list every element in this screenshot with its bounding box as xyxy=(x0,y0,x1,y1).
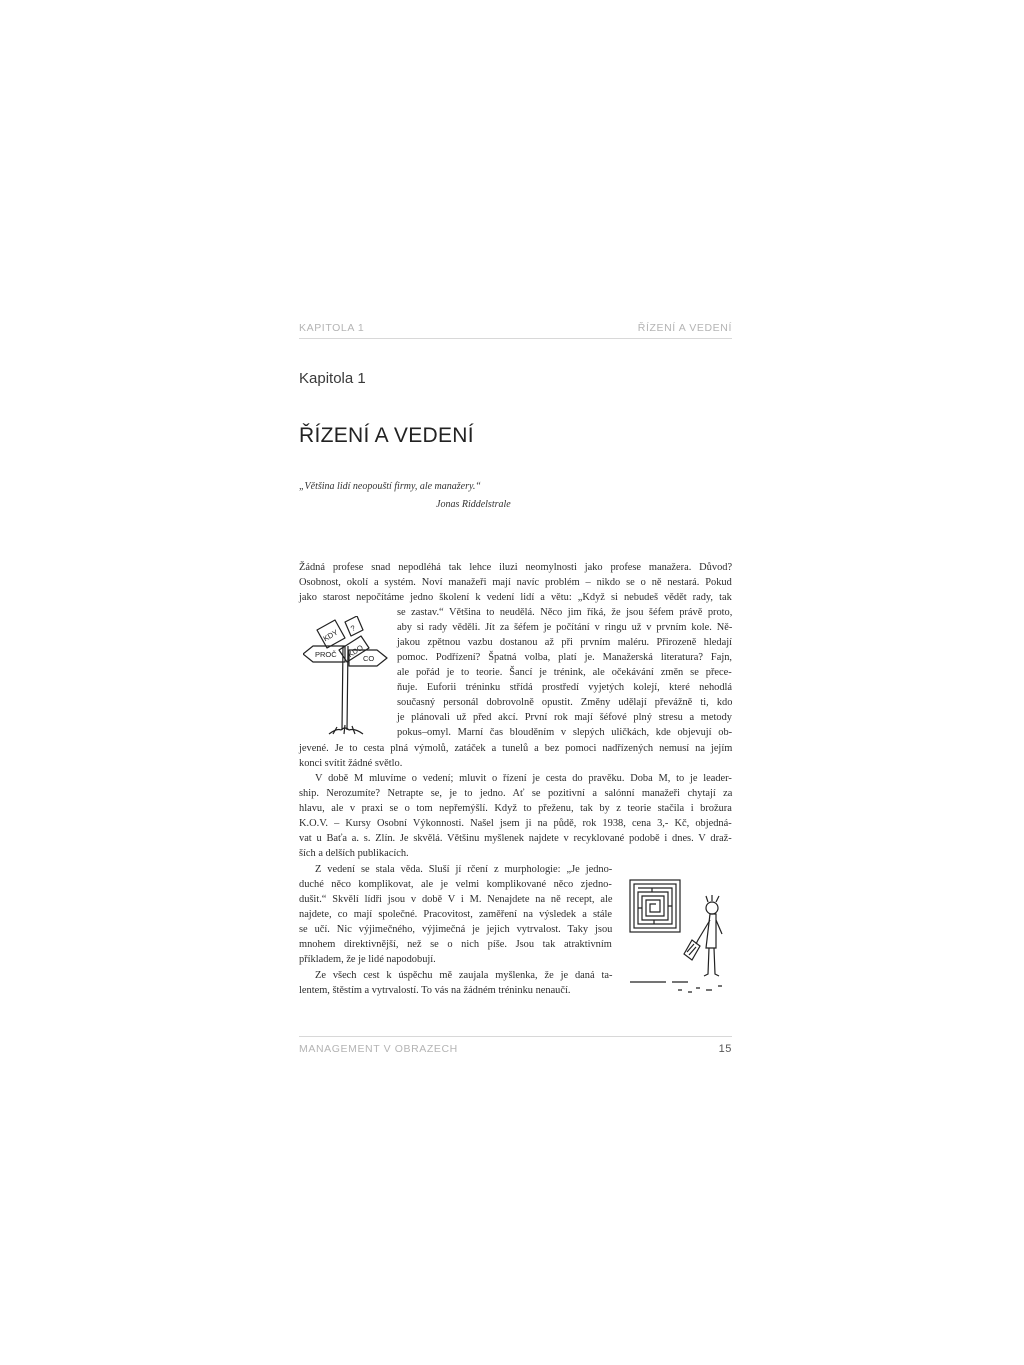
chapter-title: ŘÍZENÍ A VEDENÍ xyxy=(299,424,474,447)
motto-author: Jonas Riddelstrale xyxy=(436,499,511,510)
body-line: dušit.“ Skvělí lídři jsou v době V i M. Nenajdete na ně recept, ale xyxy=(299,894,613,905)
body-line: se zastav.“ Většina to neudělá. Něco jim říká, že jsou šéfem právě proto, xyxy=(397,607,733,618)
book-title: MANAGEMENT V OBRAZECH xyxy=(299,1043,458,1055)
maze-man-illustration xyxy=(626,878,736,1006)
sign-co: CO xyxy=(363,654,375,663)
running-header xyxy=(299,322,732,339)
body-line: najdete, co mají společné. Pracovitost, zaměření na výsledek a stále xyxy=(299,909,613,920)
page-number: 15 xyxy=(718,1043,732,1055)
running-header-chapter: KAPITOLA 1 xyxy=(299,322,365,334)
body-line: duché něco komplikovat, ale je velmi komplikované něco zjedno- xyxy=(299,879,612,890)
body-line: jevené. Je to cesta plná výmolů, zatáček a tunelů a bez pomoci nadřízených nemusí na jejím xyxy=(299,743,733,754)
body-line: konci svítit žádné světlo. xyxy=(299,758,403,769)
body-line: mnohem direktivnější, než se o nich píše. Jsou tak atraktivním xyxy=(299,939,612,950)
sign-kdo: KDO xyxy=(346,642,365,660)
body-line: pokus–omyl. Marní čas blouděním v slepých uličkách, kde objevují ob- xyxy=(397,727,733,738)
body-line: jakou zpětnou vazbu dostanou až při prvním maléru. Přirozeně hledají xyxy=(397,637,732,648)
body-line: Osobnost, okolí a systém. Noví manažeři mají navíc problém – nikdo se o ně nestará. Pokud xyxy=(299,577,732,588)
body-line: hlavu, ale v praxi se o tom nepřemýšlí. Když to přeženu, tak by z teorie stačila i brožura xyxy=(299,803,732,814)
body-line: je plánovali už před akcí. První rok mají šéfové plný stresu a metody xyxy=(397,712,732,723)
body-line: Ze všech cest k úspěchu mě zaujala myšlenka, že je daná ta- xyxy=(315,970,613,981)
signpost-illustration xyxy=(303,616,395,740)
body-line: se učí. Nic výjimečného, výjimečná je jejich vytrvalost. Taky jsou xyxy=(299,924,613,935)
motto-quote: „Většina lidí neopouští firmy, ale manažery.“ xyxy=(299,481,481,492)
sign-proc: PROČ xyxy=(315,650,337,659)
body-line: současný personál dobrovolně opustit. Změny udělají převážně ti, kdo xyxy=(397,697,733,708)
body-line: pomoc. Podřízení? Špatná volba, platí je. Manažerská literatura? Fajn, xyxy=(397,652,732,663)
sign-kdy: KDY xyxy=(321,627,340,644)
running-header-title: ŘÍZENÍ A VEDENÍ xyxy=(637,322,732,334)
body-line: aby si rady věděli. Jít za šéfem je počítání v ringu už v prvním kole. Ně- xyxy=(397,622,733,633)
sign-question: ? xyxy=(349,623,357,634)
body-line: ších a delších publikacích. xyxy=(299,848,409,859)
body-line: jako starost nepočítáme jedno školení k vedení lidí a větu: „Když si nebudeš vědět rady, tak xyxy=(299,592,732,603)
body-line: Z vedení se stala věda. Sluší jí rčení z murphologie: „Je jedno- xyxy=(315,864,613,875)
body-line: Žádná profese snad nepodléhá tak lehce iluzi neomylnosti jako profese manažera. Důvod? xyxy=(299,562,733,573)
body-line: V době M mluvíme o vedení; mluvit o řízení je cesta do pravěku. Doba M, to je leader- xyxy=(315,773,732,784)
body-line: vat u Baťa a. s. Zlín. Je skvělá. Většinu myšlenek najdete v recyklované podobě i dnes. V draž- xyxy=(299,833,732,844)
body-line: lentem, štěstím a vytrvalostí. To vás na žádném tréninku nenaučí. xyxy=(299,985,571,996)
running-footer xyxy=(299,1036,732,1060)
body-line: K.O.V. – Kursy Osobní Výkonnosti. Našel jsem ji na půdě, rok 1938, cena 3,- Kč, objedná- xyxy=(299,818,732,829)
chapter-label: Kapitola 1 xyxy=(299,370,366,387)
body-line: ship. Nerozumíte? Netrapte se, je to jedno. Ať se pozitivní a salónní manažeři chytají za xyxy=(299,788,733,799)
body-line: příkladem, že je lidé napodobují. xyxy=(299,954,436,965)
body-line: ale pořád je to teorie. Šancí je trénink, ale očekávání změn se přece- xyxy=(397,667,732,678)
body-line: ňuje. Euforii tréninku střídá prostředí vyjetých kolejí, které nehodlá xyxy=(397,682,733,693)
